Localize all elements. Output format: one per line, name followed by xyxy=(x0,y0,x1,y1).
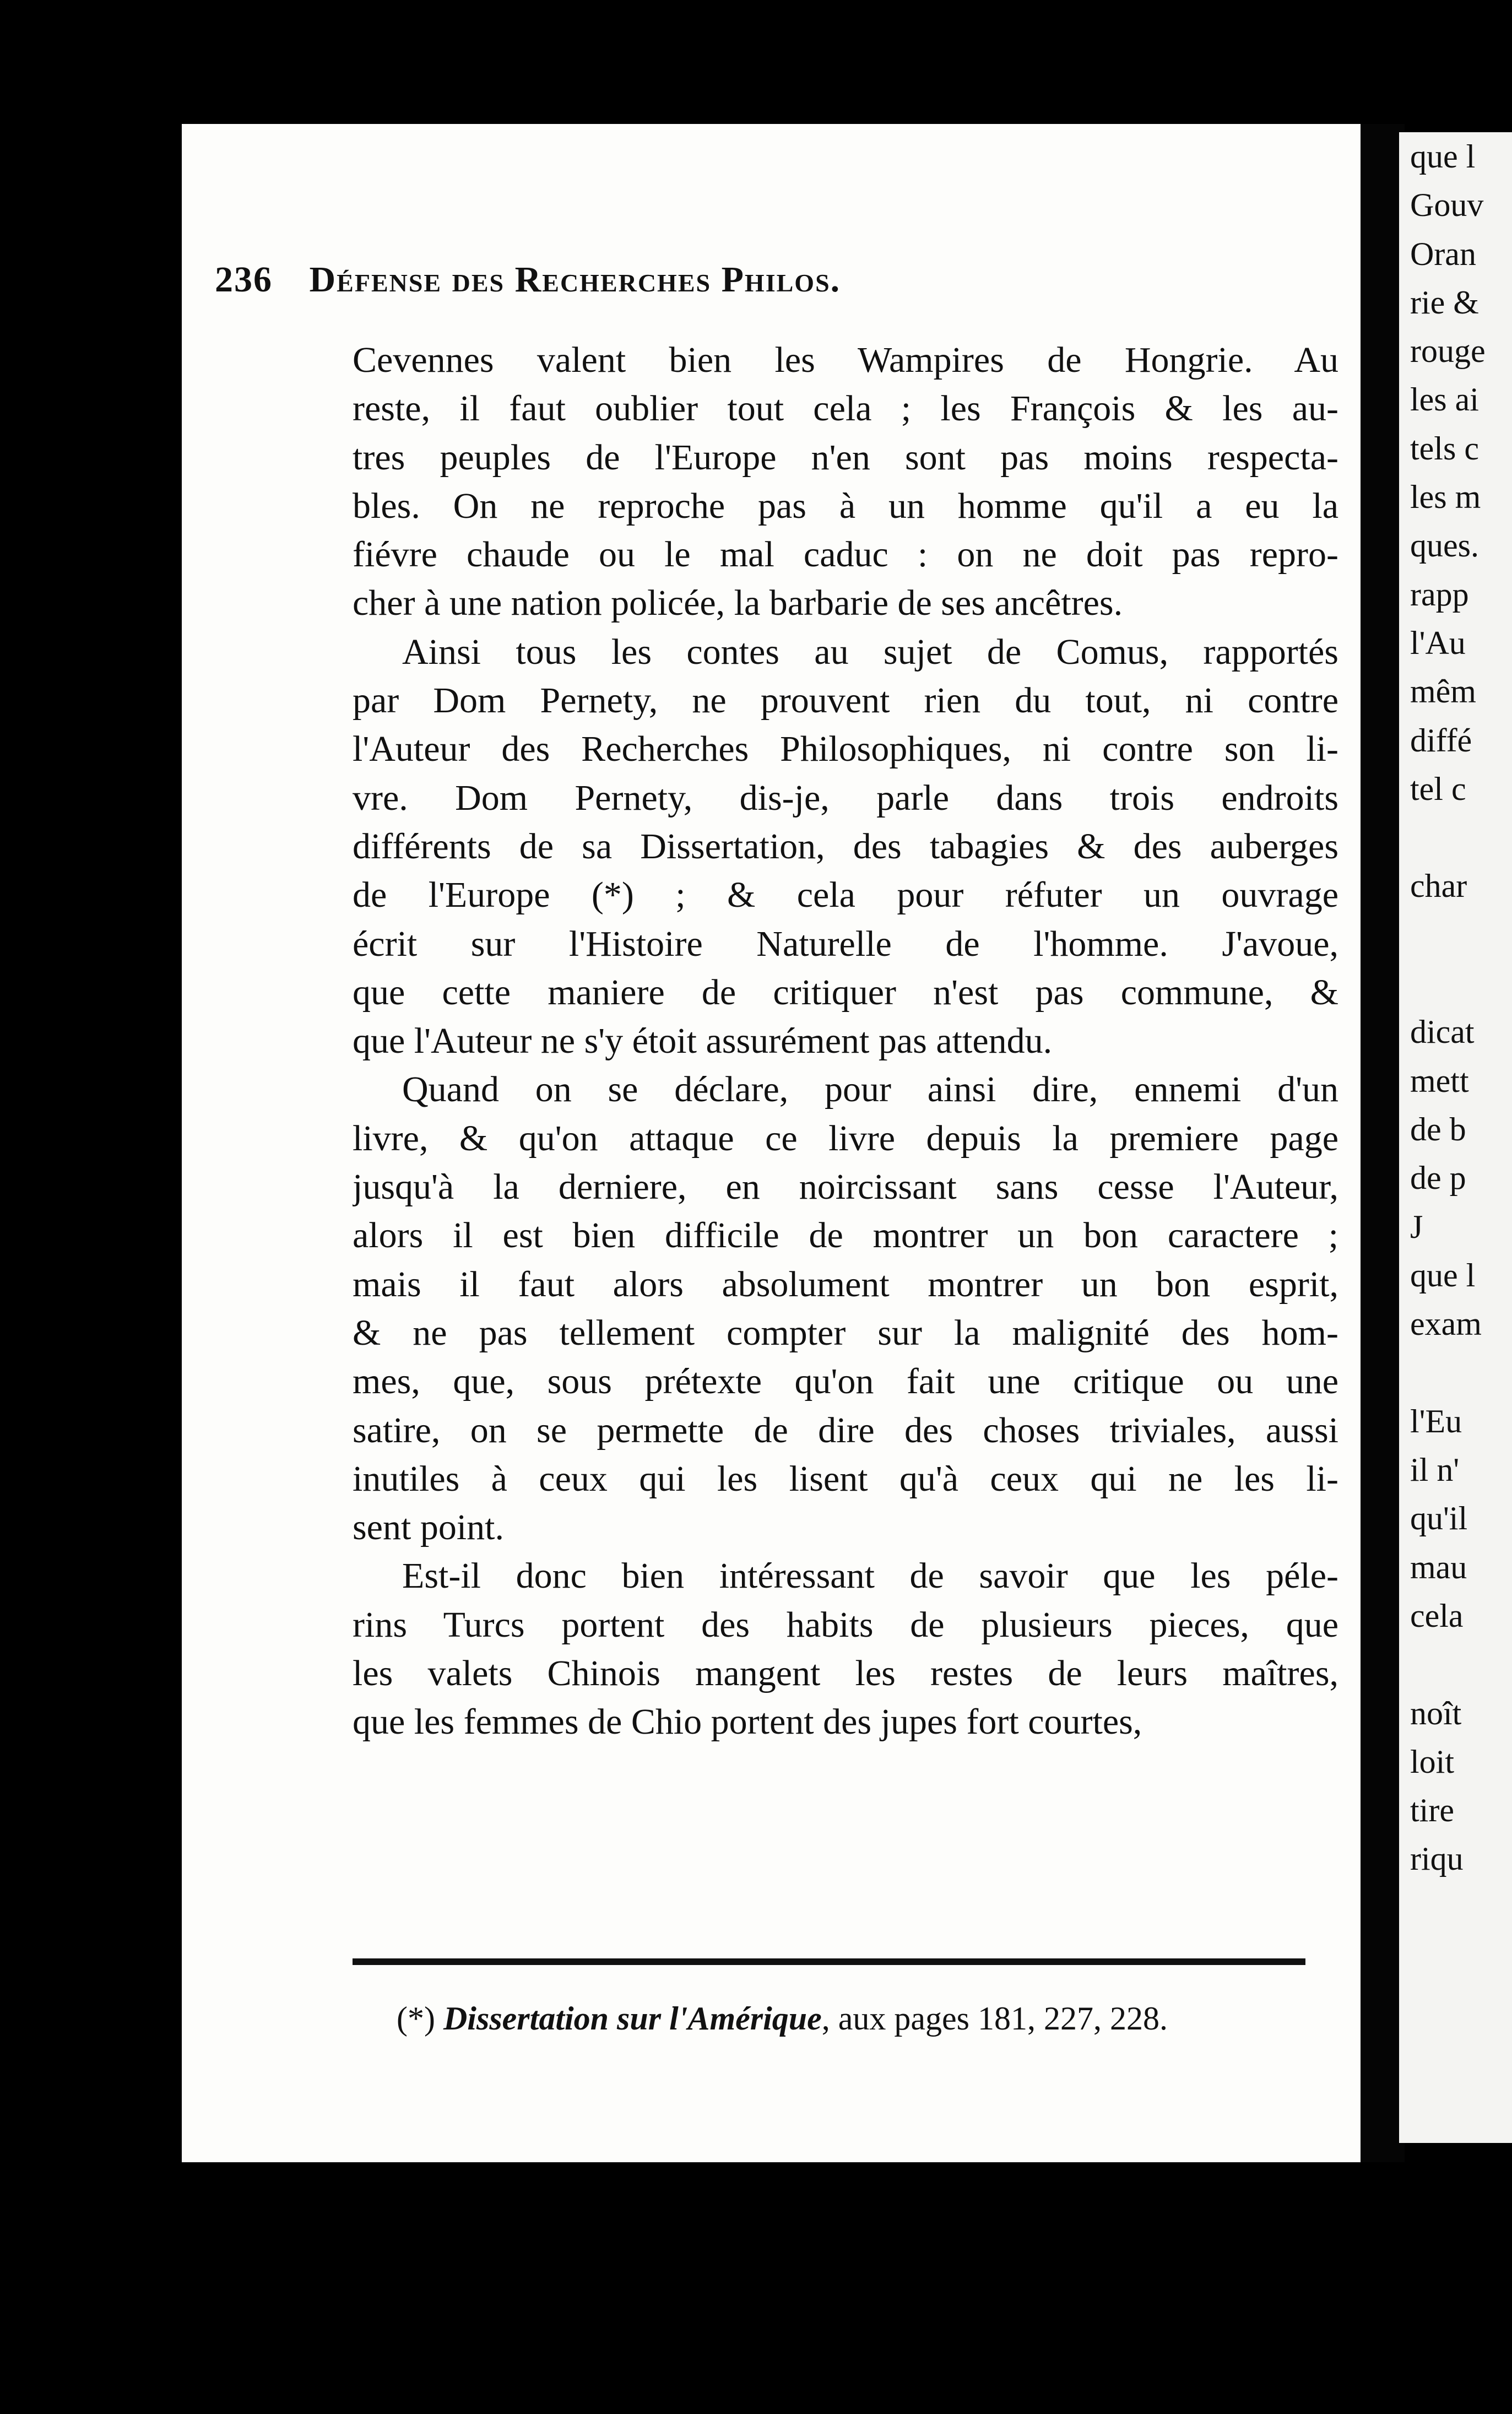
footnote-rule xyxy=(353,1958,1305,1965)
text-line: inutiles à ceux qui les lisent qu'à ceux qui ne les li- xyxy=(353,1458,1338,1499)
page-number: 236 xyxy=(215,259,273,300)
text-line: tres peuples de l'Europe n'en sont pas moins respecta- xyxy=(353,437,1338,478)
footnote xyxy=(397,2000,1322,2038)
facing-line-fragment: que l xyxy=(1410,1257,1476,1293)
facing-line-fragment: l'Au xyxy=(1410,624,1466,661)
facing-line-fragment: mêm xyxy=(1410,673,1476,710)
text-line: différents de sa Dissertation, des tabagies & des auberges xyxy=(353,826,1338,867)
text-line: que les femmes de Chio portent des jupes fort courtes, xyxy=(353,1702,1142,1742)
facing-line-fragment xyxy=(1399,1348,1512,1397)
text-line: Est-il donc bien intéressant de savoir que les péle- xyxy=(402,1556,1338,1596)
facing-line-fragment: tire xyxy=(1410,1792,1454,1829)
facing-line-fragment: que l xyxy=(1410,138,1476,175)
facing-line-fragment: noît xyxy=(1410,1695,1462,1731)
text-line: de l'Europe (*) ; & cela pour réfuter un ouvrage xyxy=(353,875,1338,916)
text-line: satire, on se permette de dire des choses triviales, aussi xyxy=(353,1410,1338,1450)
facing-line-fragment: Oran xyxy=(1410,235,1476,272)
facing-line-fragment: de b xyxy=(1410,1111,1466,1148)
text-line: bles. On ne reproche pas à un homme qu'il a eu la xyxy=(353,485,1338,526)
facing-line-fragment: tels c xyxy=(1410,430,1479,467)
footnote-title: Dissertation sur l'Amérique xyxy=(443,2000,822,2037)
text-line: reste, il faut oublier tout cela ; les François & les au- xyxy=(353,388,1338,429)
text-line: vre. Dom Pernety, dis-je, parle dans trois endroits xyxy=(353,777,1338,818)
text-line: alors il est bien difficile de montrer un bon caractere ; xyxy=(353,1215,1338,1256)
footnote-pages: , aux pages 181, 227, 228. xyxy=(821,2000,1168,2037)
facing-line-fragment: cela xyxy=(1410,1597,1464,1634)
facing-line-fragment: mau xyxy=(1410,1549,1467,1585)
text-line: jusqu'à la derniere, en noircissant sans cesse l'Auteur, xyxy=(353,1167,1338,1208)
facing-line-fragment: diffé xyxy=(1410,722,1472,759)
text-line: écrit sur l'Histoire Naturelle de l'homme. J'avoue, xyxy=(353,923,1338,964)
facing-line-fragment: les m xyxy=(1410,479,1481,516)
facing-line-fragment: rouge xyxy=(1410,333,1486,370)
text-line: sent point. xyxy=(353,1507,504,1548)
book-gutter xyxy=(1361,124,1405,2162)
text-line: Quand on se déclare, pour ainsi dire, ennemi d'un xyxy=(402,1069,1338,1110)
text-line: mes, que, sous prétexte qu'on fait une critique ou une xyxy=(353,1361,1338,1402)
facing-line-fragment xyxy=(1399,959,1512,1008)
facing-line-fragment: qu'il xyxy=(1410,1500,1468,1537)
facing-line-fragment xyxy=(1399,911,1512,959)
running-title: Défense des Recherches Philos. xyxy=(309,259,841,300)
facing-line-fragment: exam xyxy=(1410,1306,1482,1343)
running-head xyxy=(215,259,1294,308)
text-line: cher à une nation policée, la barbarie de ses ancêtres. xyxy=(353,583,1123,624)
facing-line-fragment xyxy=(1399,1640,1512,1688)
facing-line-fragment: tel c xyxy=(1410,770,1466,807)
facing-line-fragment: de p xyxy=(1410,1160,1466,1197)
text-line: rins Turcs portent des habits de plusieurs pieces, que xyxy=(353,1604,1338,1645)
footnote-mark: (*) xyxy=(397,2000,435,2037)
facing-line-fragment: l'Eu xyxy=(1410,1403,1462,1439)
text-line: fiévre chaude ou le mal caduc : on ne doit pas repro- xyxy=(353,534,1338,575)
facing-line-fragment: rie & xyxy=(1410,284,1479,321)
facing-line-fragment: les ai xyxy=(1410,381,1479,418)
text-line: par Dom Pernety, ne prouvent rien du tout, ni contre xyxy=(353,680,1338,721)
facing-line-fragment xyxy=(1399,813,1512,862)
text-line: les valets Chinois mangent les restes de leurs maîtres, xyxy=(353,1653,1338,1694)
text-line: Ainsi tous les contes au sujet de Comus, rapportés xyxy=(402,631,1338,672)
facing-line-fragment: J xyxy=(1410,1208,1423,1245)
facing-page-fragment xyxy=(1399,132,1512,2143)
facing-line-fragment: Gouv xyxy=(1410,187,1484,224)
facing-line-fragment: ques. xyxy=(1410,527,1479,564)
text-line: l'Auteur des Recherches Philosophiques, ni contre son li- xyxy=(353,729,1338,770)
facing-line-fragment: mett xyxy=(1410,1062,1469,1099)
facing-line-fragment: loit xyxy=(1410,1743,1455,1780)
text-line: que cette maniere de critiquer n'est pas commune, & xyxy=(353,972,1338,1013)
text-line: & ne pas tellement compter sur la malignité des hom- xyxy=(353,1312,1338,1353)
facing-line-fragment: char xyxy=(1410,868,1467,905)
body-text xyxy=(353,336,1338,1747)
facing-line-fragment: il n' xyxy=(1410,1452,1460,1489)
text-line: livre, & qu'on attaque ce livre depuis la premiere page xyxy=(353,1118,1338,1159)
facing-line-fragment: rapp xyxy=(1410,576,1469,613)
facing-line-fragment: dicat xyxy=(1410,1014,1475,1051)
text-line: mais il faut alors absolument montrer un bon esprit, xyxy=(353,1264,1338,1305)
facing-line-fragment: riqu xyxy=(1410,1841,1464,1877)
text-line: que l'Auteur ne s'y étoit assurément pas attendu. xyxy=(353,1021,1053,1062)
text-line: Cevennes valent bien les Wampires de Hongrie. Au xyxy=(353,340,1338,380)
